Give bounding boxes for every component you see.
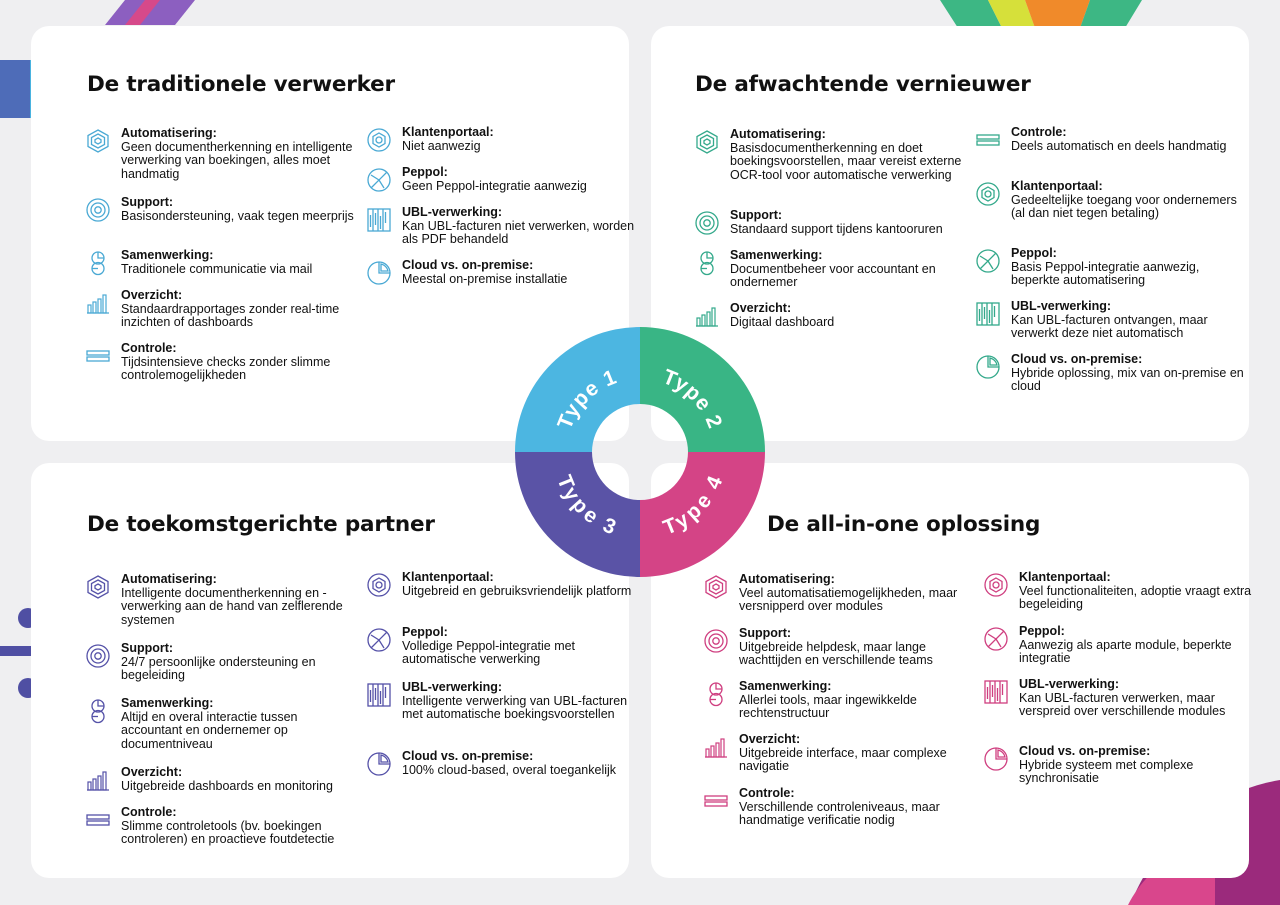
feature-description: Hybride oplossing, mix van on-premise en cloud [1011, 365, 1244, 393]
pie-icon [983, 746, 1009, 772]
portal-icon [366, 127, 392, 153]
feature-description: Basisdocumentherkenning en doet boekingsvoorstellen, maar vereist externe OCR-tool voor automatische verwerking [730, 140, 962, 182]
bar-chart-icon [85, 290, 111, 316]
type-ring [515, 327, 765, 577]
feature-label: Overzicht: [730, 301, 792, 315]
hexagon-icon [85, 574, 111, 600]
title-type-3: De toekomstgerichte partner [87, 512, 435, 537]
feature-label: UBL-verwerking: [1019, 677, 1120, 691]
feature-label: Automatisering: [121, 572, 217, 586]
title-type-4: De all-in-one oplossing [767, 512, 1041, 537]
peppol-icon [983, 626, 1009, 652]
feature-label: Overzicht: [121, 288, 183, 302]
feature-description: Aanwezig als aparte module, beperkte integratie [1019, 637, 1232, 665]
feature-description: Allerlei tools, maar ingewikkelde rechtenstructuur [739, 692, 917, 720]
feature-label: Overzicht: [121, 765, 183, 779]
feature-label: Klantenportaal: [1019, 570, 1111, 584]
feature-label: Controle: [121, 341, 177, 355]
feature-description: Digitaal dashboard [730, 314, 835, 329]
ring-label-type-2: Type 2 [659, 365, 727, 433]
feature-label: Samenwerking: [121, 696, 214, 710]
feature-description: Geen documentherkenning en intelligente verwerking van boekingen, alles moet handmatig [121, 139, 353, 181]
feature-label: Klantenportaal: [402, 570, 494, 584]
feature-description: Standaardrapportages zonder real-time inzichten of dashboards [121, 301, 340, 329]
feature-label: Peppol: [1019, 624, 1065, 638]
pie-icon [975, 354, 1001, 380]
target-icon [85, 643, 111, 669]
layers-icon [85, 807, 111, 833]
collaboration-icon [703, 681, 729, 707]
feature-label: Automatisering: [739, 572, 835, 586]
feature-label: Automatisering: [121, 126, 217, 140]
columns-icon [366, 207, 392, 233]
pie-icon [366, 260, 392, 286]
feature-label: Support: [121, 195, 174, 209]
feature-description: Intelligente documentherkenning en -verwerking aan de hand van zelflerende systemen [121, 585, 343, 627]
peppol-icon [975, 248, 1001, 274]
feature-label: Peppol: [402, 625, 448, 639]
bar-chart-icon [85, 767, 111, 793]
layers-icon [703, 788, 729, 814]
layers-icon [975, 127, 1001, 153]
ring-label-type-3: Type 3 [551, 472, 620, 541]
title-type-1: De traditionele verwerker [87, 72, 395, 97]
feature-description: Slimme controletools (bv. boekingen controleren) en proactieve foutdetectie [121, 818, 335, 846]
columns-icon [975, 301, 1001, 327]
peppol-icon [366, 627, 392, 653]
feature-label: Support: [730, 208, 783, 222]
feature-description: Hybride systeem met complexe synchronisatie [1019, 757, 1194, 785]
target-icon [85, 197, 111, 223]
feature-label: Cloud vs. on-premise: [402, 258, 534, 272]
feature-description: Uitgebreide helpdesk, maar lange wachttijden en verschillende teams [739, 639, 933, 667]
feature-description: Basisondersteuning, vaak tegen meerprijs [121, 208, 354, 223]
columns-icon [366, 682, 392, 708]
feature-label: Samenwerking: [739, 679, 832, 693]
feature-label: UBL-verwerking: [402, 205, 503, 219]
feature-description: Veel functionaliteiten, adoptie vraagt extra begeleiding [1019, 583, 1252, 611]
feature-description: Uitgebreide interface, maar complexe navigatie [739, 745, 947, 773]
collaboration-icon [694, 250, 720, 276]
feature-label: Klantenportaal: [402, 125, 494, 139]
hexagon-icon [703, 574, 729, 600]
feature-label: Cloud vs. on-premise: [402, 749, 534, 763]
collaboration-icon [85, 698, 111, 724]
feature-description: Verschillende controleniveaus, maar handmatige verificatie nodig [739, 799, 940, 827]
feature-description: Uitgebreid en gebruiksvriendelijk platform [402, 583, 632, 598]
feature-label: Automatisering: [730, 127, 826, 141]
peppol-icon [366, 167, 392, 193]
feature-description: Traditionele communicatie via mail [121, 261, 313, 276]
feature-description: Gedeeltelijke toegang voor ondernemers (al dan niet tegen betaling) [1011, 192, 1237, 220]
title-type-2: De afwachtende vernieuwer [695, 72, 1031, 97]
feature-description: Kan UBL-facturen verwerken, maar verspreid over verschillende modules [1019, 690, 1226, 718]
feature-description: Documentbeheer voor accountant en ondernemer [730, 261, 936, 289]
layers-icon [85, 343, 111, 369]
target-icon [694, 210, 720, 236]
feature-label: Support: [121, 641, 174, 655]
feature-label: Samenwerking: [121, 248, 214, 262]
feature-description: Kan UBL-facturen ontvangen, maar verwerkt deze niet automatisch [1011, 312, 1208, 340]
pie-icon [366, 751, 392, 777]
feature-description: Niet aanwezig [402, 138, 481, 153]
feature-description: Veel automatisatiemogelijkheden, maar versnipperd over modules [739, 585, 958, 613]
feature-description: Basis Peppol-integratie aanwezig, beperkte automatisering [1011, 259, 1200, 287]
feature-description: Kan UBL-facturen niet verwerken, worden als PDF behandeld [402, 218, 635, 246]
bar-chart-icon [703, 734, 729, 760]
portal-icon [366, 572, 392, 598]
feature-description: Geen Peppol-integratie aanwezig [402, 178, 587, 193]
target-icon [703, 628, 729, 654]
feature-description: 100% cloud-based, overal toegankelijk [402, 762, 617, 777]
portal-icon [975, 181, 1001, 207]
hexagon-icon [85, 128, 111, 154]
portal-icon [983, 572, 1009, 598]
feature-label: Controle: [121, 805, 177, 819]
feature-description: Meestal on-premise installatie [402, 271, 568, 286]
feature-description: Deels automatisch en deels handmatig [1011, 138, 1227, 153]
bar-chart-icon [694, 303, 720, 329]
feature-label: UBL-verwerking: [1011, 299, 1112, 313]
feature-label: Controle: [739, 786, 795, 800]
columns-icon [983, 679, 1009, 705]
feature-label: Peppol: [1011, 246, 1057, 260]
ring-label-type-1: Type 1 [553, 365, 621, 433]
feature-label: Cloud vs. on-premise: [1011, 352, 1143, 366]
feature-label: Klantenportaal: [1011, 179, 1103, 193]
collaboration-icon [85, 250, 111, 276]
feature-label: Peppol: [402, 165, 448, 179]
feature-description: Volledige Peppol-integratie met automatische verwerking [402, 638, 576, 666]
feature-description: Altijd en overal interactie tussen accountant en ondernemer op documentniveau [121, 709, 298, 751]
feature-label: Support: [739, 626, 792, 640]
feature-label: Overzicht: [739, 732, 801, 746]
feature-description: 24/7 persoonlijke ondersteuning en begeleiding [121, 654, 316, 682]
feature-description: Intelligente verwerking van UBL-facturen met automatische boekingsvoorstellen [402, 693, 628, 721]
feature-description: Tijdsintensieve checks zonder slimme controlemogelijkheden [121, 354, 331, 382]
feature-label: Samenwerking: [730, 248, 823, 262]
hexagon-icon [694, 129, 720, 155]
feature-label: UBL-verwerking: [402, 680, 503, 694]
ring-label-type-4: Type 4 [660, 472, 729, 541]
feature-label: Controle: [1011, 125, 1067, 139]
feature-description: Standaard support tijdens kantooruren [730, 221, 943, 236]
feature-description: Uitgebreide dashboards en monitoring [121, 778, 333, 793]
feature-label: Cloud vs. on-premise: [1019, 744, 1151, 758]
